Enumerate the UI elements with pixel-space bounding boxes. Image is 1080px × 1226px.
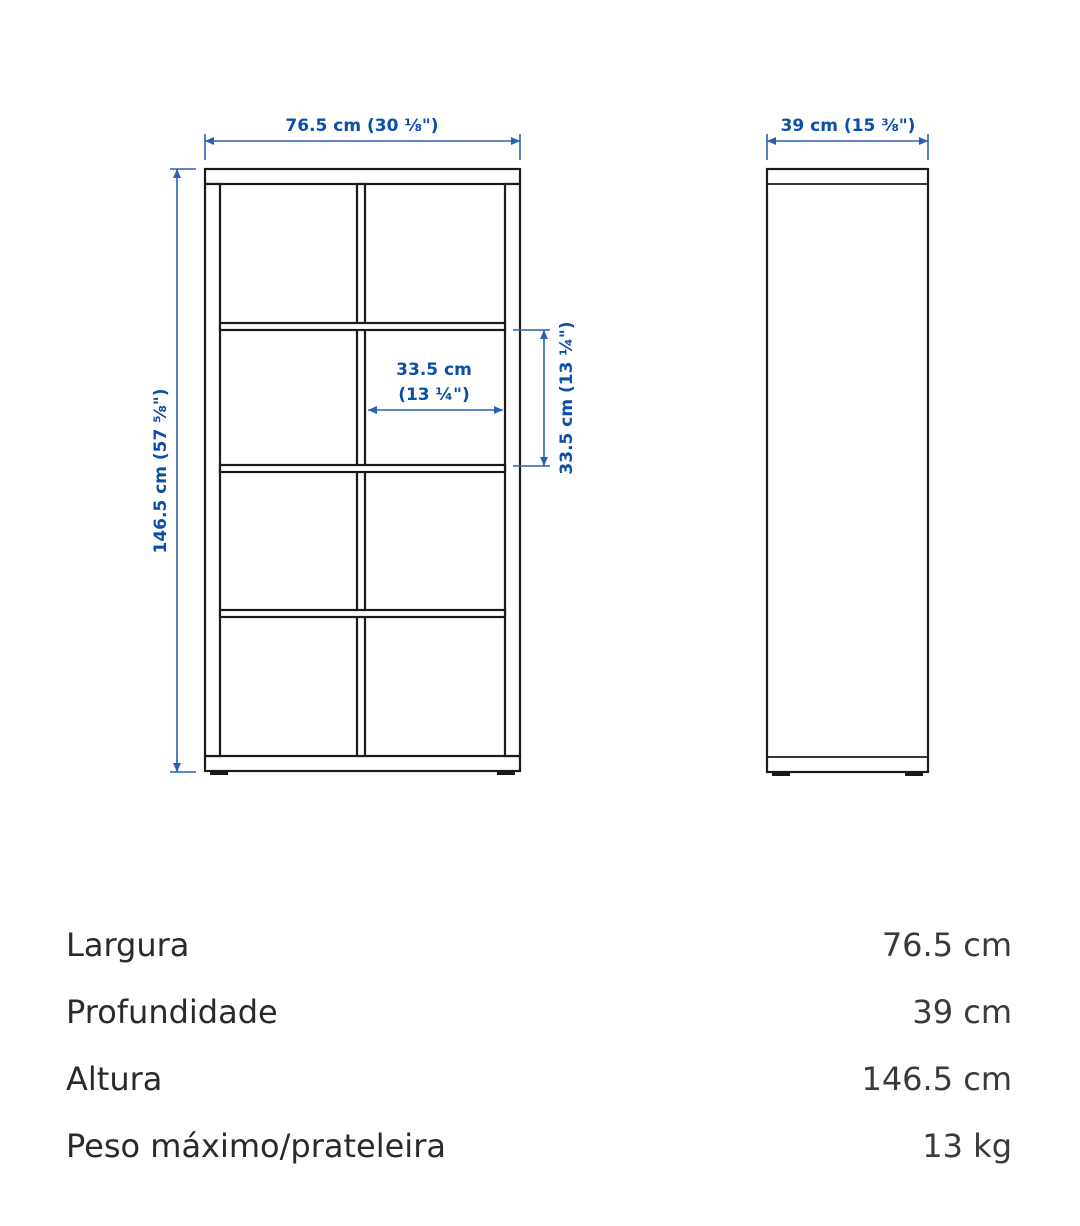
front-right-side xyxy=(505,184,520,756)
front-width-dimension xyxy=(205,116,520,160)
front-shelf-3 xyxy=(220,610,505,617)
side-foot-left xyxy=(772,772,790,776)
front-left-side xyxy=(205,184,220,756)
front-foot-right xyxy=(497,771,515,775)
front-view xyxy=(205,169,520,775)
front-bottom-board xyxy=(205,756,520,771)
spec-label: Peso máximo/prateleira xyxy=(66,1127,446,1165)
compartment-width-dimension xyxy=(368,360,503,414)
spec-value: 146.5 cm xyxy=(861,1060,1012,1098)
spec-row-width xyxy=(66,926,1012,993)
spec-row-height xyxy=(66,1060,1012,1127)
side-depth-label: 39 cm (15 ⅜") xyxy=(780,116,916,136)
front-shelf-2 xyxy=(220,465,505,472)
total-height-dimension xyxy=(151,169,196,772)
side-body xyxy=(767,169,928,772)
front-width-label: 76.5 cm (30 ⅛") xyxy=(285,116,439,136)
spec-label: Largura xyxy=(66,926,190,964)
spec-label: Profundidade xyxy=(66,993,278,1031)
side-view xyxy=(767,169,928,776)
front-shelf-1 xyxy=(220,323,505,330)
spec-row-max-weight xyxy=(66,1127,1012,1194)
side-depth-dimension xyxy=(767,116,928,160)
spec-label: Altura xyxy=(66,1060,163,1098)
compartment-height-dimension xyxy=(513,321,577,474)
compartment-height-label: 33.5 cm (13 ¼") xyxy=(557,321,577,475)
front-foot-left xyxy=(210,771,228,775)
spec-value: 13 kg xyxy=(922,1127,1012,1165)
spec-value: 39 cm xyxy=(912,993,1012,1031)
compartment-width-label-line2: (13 ¼") xyxy=(398,385,470,405)
front-top-board xyxy=(205,169,520,184)
specifications-list xyxy=(66,926,1012,1194)
side-foot-right xyxy=(905,772,923,776)
total-height-label: 146.5 cm (57 ⅝") xyxy=(151,388,171,554)
spec-row-depth xyxy=(66,993,1012,1060)
compartment-width-label-line1: 33.5 cm xyxy=(396,360,472,380)
spec-value: 76.5 cm xyxy=(881,926,1012,964)
